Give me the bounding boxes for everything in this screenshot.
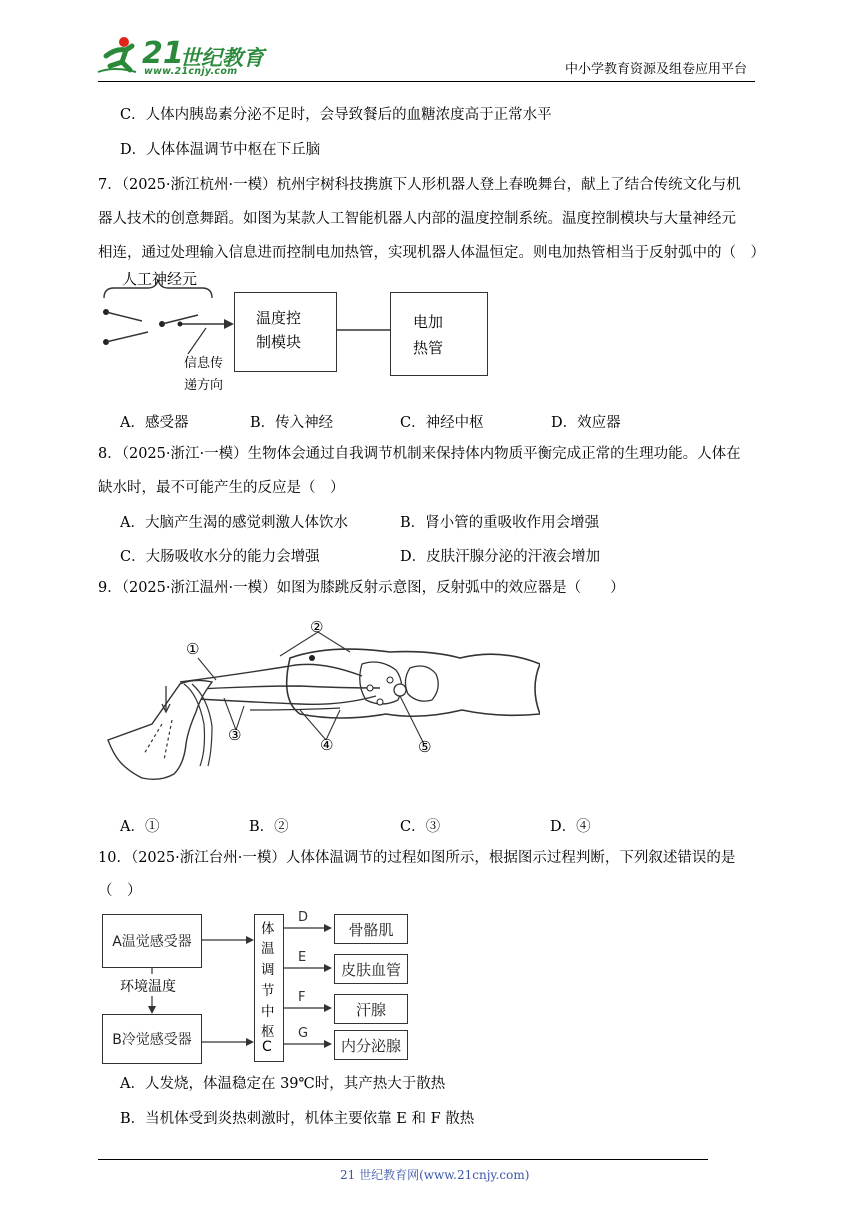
q10-stem-line2: （ ） — [98, 883, 142, 899]
q10-cold-receptor-box: B冷觉感受器 — [102, 1014, 202, 1064]
q10-stem-line1: 10．（2025·浙江台州·一模）人体体温调节的过程如图所示，根据图示过程判断，下列叙述错误的是 — [98, 850, 736, 866]
q10-arrow-label-g: G — [298, 1026, 309, 1041]
header-platform-text: 中小学教育资源及组卷应用平台 — [565, 62, 748, 77]
q9-stem-line1: 9．（2025·浙江温州·一模）如图为膝跳反射示意图，反射弧中的效应器是（ ） — [98, 580, 625, 596]
q7-module-line1: 温度控 — [256, 309, 302, 327]
q7-heater-box — [390, 292, 488, 376]
q10-center-c4: 中 — [261, 1004, 275, 1020]
q8-stem-line2: 缺水时，最不可能产生的反应是（ ） — [98, 480, 345, 496]
q9-option-b[interactable]: B．② — [249, 819, 289, 835]
q9-option-a[interactable]: A．① — [120, 819, 160, 835]
logo-url: www.21cnjy.com — [144, 66, 238, 77]
q7-stem-line1: 7．（2025·浙江杭州·一模）杭州宇树科技携旗下人形机器人登上春晚舞台，献上了结合传统文化与机 — [98, 177, 741, 193]
q9-option-c[interactable]: C．③ — [400, 819, 441, 835]
q10-center-c2: 调 — [261, 962, 275, 978]
q7-stem-line2: 器人技术的创意舞蹈。如图为某款人工智能机器人内部的温度控制系统。温度控制模块与大量神经元 — [98, 211, 736, 227]
q7-option-b[interactable]: B．传入神经 — [250, 415, 334, 431]
q9-label-3: ③ — [228, 726, 242, 744]
q7-module-box — [234, 292, 337, 372]
logo-chinese-text: 世纪教育 — [180, 46, 264, 70]
q9-label-1: ① — [186, 640, 200, 658]
q10-center-c6: C — [262, 1039, 272, 1055]
q7-stem-line3: 相连，通过处理输入信息进而控制电加热管，实现机器人体温恒定。则电加热管相当于反射弧中的（ ） — [98, 245, 765, 261]
q10-effector-skeletal-muscle: 骨骼肌 — [334, 914, 408, 944]
q7-option-a[interactable]: A．感受器 — [120, 415, 189, 431]
q7-option-c[interactable]: C．神经中枢 — [400, 415, 484, 431]
q7-signal-line1: 信息传 — [184, 356, 224, 371]
q10-effector-skin-vessels: 皮肤血管 — [334, 954, 408, 984]
q10-center-box — [254, 914, 284, 1062]
q7-signal-line2: 递方向 — [184, 378, 224, 393]
q10-flow-diagram — [100, 912, 412, 1064]
q8-option-d[interactable]: D．皮肤汗腺分泌的汗液会增加 — [400, 549, 601, 565]
q6-option-d: D．人体体温调节中枢在下丘脑 — [120, 142, 321, 158]
q10-effector-endocrine-glands: 内分泌腺 — [334, 1030, 408, 1060]
q9-option-d[interactable]: D．④ — [550, 819, 591, 835]
q10-option-a[interactable]: A．人发烧，体温稳定在 39℃时，其产热大于散热 — [120, 1076, 446, 1092]
logo-number: 21 — [142, 36, 184, 71]
q6-option-c: C．人体内胰岛素分泌不足时，会导致餐后的血糖浓度高于正常水平 — [120, 107, 552, 123]
q10-option-b[interactable]: B．当机体受到炎热刺激时，机体主要依靠 E 和 F 散热 — [120, 1111, 475, 1127]
header-rule — [98, 81, 755, 82]
q10-env-temp-label: 环境温度 — [120, 979, 176, 995]
q10-warm-receptor-box: A温觉感受器 — [102, 914, 202, 968]
q10-center-c1: 温 — [261, 941, 275, 957]
q10-center-c5: 枢 — [261, 1024, 275, 1040]
q9-label-5: ⑤ — [418, 738, 432, 756]
q7-module-line2: 制模块 — [256, 333, 302, 351]
site-logo — [96, 36, 266, 80]
q9-label-4: ④ — [320, 736, 334, 754]
q8-option-c[interactable]: C．大肠吸收水分的能力会增强 — [120, 549, 320, 565]
footer-rule — [98, 1159, 708, 1160]
q10-center-c0: 体 — [261, 921, 275, 937]
q10-effector-sweat-glands: 汗腺 — [334, 994, 408, 1024]
runner-logo-icon — [96, 36, 142, 76]
q10-center-c3: 节 — [261, 983, 275, 999]
footer-text: 21 世纪教育网(www.21cnjy.com) — [340, 1168, 530, 1182]
q8-option-b[interactable]: B．肾小管的重吸收作用会增强 — [400, 515, 600, 531]
q7-neuron-label: 人工神经元 — [122, 270, 198, 288]
q8-stem-line1: 8．（2025·浙江·一模）生物体会通过自我调节机制来保持体内物质平衡完成正常的生理功能。人体在 — [98, 446, 741, 462]
q7-option-d[interactable]: D．效应器 — [551, 415, 621, 431]
q9-knee-reflex-diagram — [100, 614, 540, 794]
q7-heater-line1: 电加 — [413, 313, 444, 331]
q10-arrow-label-d: D — [298, 910, 309, 925]
q8-option-a[interactable]: A．大脑产生渴的感觉刺激人体饮水 — [120, 515, 348, 531]
q7-heater-line2: 热管 — [413, 339, 444, 357]
q10-arrow-label-e: E — [298, 950, 307, 965]
q7-diagram — [98, 268, 498, 398]
q10-arrow-label-f: F — [298, 990, 306, 1005]
q9-label-2: ② — [310, 618, 324, 636]
